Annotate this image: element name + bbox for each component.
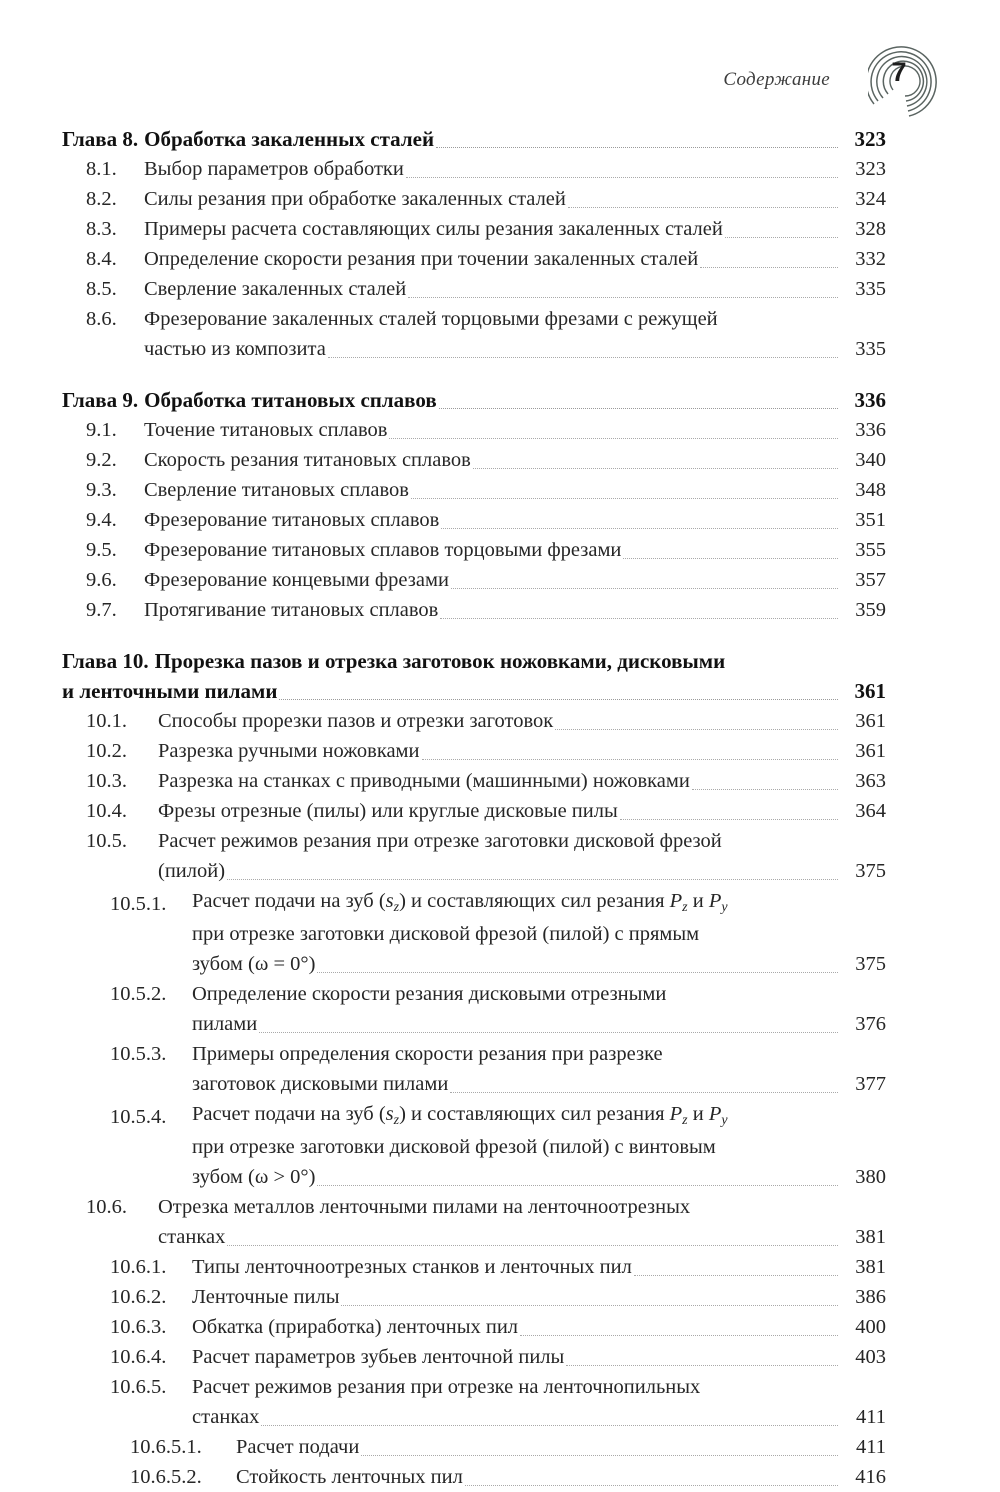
toc-entry-continuation[interactable] bbox=[62, 1009, 886, 1039]
toc-entry[interactable] bbox=[62, 1432, 886, 1462]
entry-page-number: 323 bbox=[854, 127, 886, 151]
entry-label: Стойкость ленточных пил bbox=[236, 1466, 463, 1488]
toc-entry-continuation[interactable] bbox=[62, 1162, 886, 1192]
entry-number: 10.6.4. bbox=[110, 1346, 167, 1368]
entry-label-continued: при отрезке заготовки дисковой фрезой (пилой) с прямым bbox=[192, 923, 700, 945]
entry-label: Сверление титановых сплавов bbox=[144, 479, 409, 501]
entry-label: Отрезка металлов ленточными пилами на ленточноотрезных bbox=[158, 1196, 691, 1218]
toc-entry-continuation[interactable] bbox=[62, 949, 886, 979]
toc-group bbox=[62, 646, 886, 1492]
entry-number: 9.5. bbox=[86, 539, 117, 561]
entry-page-number: 351 bbox=[855, 509, 886, 531]
entry-number: 10.5.4. bbox=[110, 1106, 167, 1128]
entry-label: Выбор параметров обработки bbox=[144, 158, 404, 180]
toc-entry[interactable] bbox=[62, 304, 886, 334]
entry-page-number: 340 bbox=[855, 449, 886, 471]
entry-label: станках bbox=[158, 1226, 226, 1248]
dot-leader bbox=[566, 1365, 838, 1366]
entry-label: Обкатка (приработка) ленточных пил bbox=[192, 1316, 519, 1338]
toc-entry[interactable] bbox=[62, 154, 886, 184]
entry-page-number: 375 bbox=[855, 953, 886, 975]
entry-label: Расчет параметров зубьев ленточной пилы bbox=[192, 1346, 565, 1368]
dot-leader bbox=[450, 1092, 838, 1093]
toc-entry[interactable] bbox=[62, 244, 886, 274]
entry-number: 9.7. bbox=[86, 599, 117, 621]
entry-label: Фрезы отрезные (пилы) или круглые дисковые пилы bbox=[158, 800, 618, 822]
entry-page-number: 411 bbox=[856, 1406, 886, 1428]
toc-entry[interactable] bbox=[62, 706, 886, 736]
entry-label: Фрезерование титановых сплавов торцовыми фрезами bbox=[144, 539, 622, 561]
dot-leader bbox=[279, 699, 838, 700]
running-head-title: Содержание bbox=[723, 69, 830, 90]
entry-page-number: 336 bbox=[855, 419, 886, 441]
entry-label: Ленточные пилы bbox=[192, 1286, 340, 1308]
dot-leader bbox=[725, 237, 838, 238]
toc-entry-continuation[interactable] bbox=[62, 334, 886, 364]
entry-page-number: 324 bbox=[855, 188, 886, 210]
toc-entry[interactable] bbox=[62, 736, 886, 766]
entry-page-number: 416 bbox=[855, 1466, 886, 1488]
entry-label: заготовок дисковыми пилами bbox=[192, 1073, 449, 1095]
dot-leader bbox=[465, 1485, 838, 1486]
entry-number: 8.1. bbox=[86, 158, 117, 180]
dot-leader bbox=[623, 558, 838, 559]
entry-page-number: 403 bbox=[855, 1346, 886, 1368]
entry-number: 8.3. bbox=[86, 218, 117, 240]
toc-entry[interactable] bbox=[62, 184, 886, 214]
toc-entry[interactable] bbox=[62, 1342, 886, 1372]
entry-page-number: 363 bbox=[855, 770, 886, 792]
entry-label: Точение титановых сплавов bbox=[144, 419, 388, 441]
entry-label: Обработка закаленных сталей bbox=[144, 127, 435, 151]
entry-number: Глава 10. bbox=[62, 649, 149, 673]
entry-page-number: 386 bbox=[855, 1286, 886, 1308]
toc-entry[interactable] bbox=[62, 214, 886, 244]
toc-entry[interactable] bbox=[62, 1312, 886, 1342]
toc-chapter-entry[interactable] bbox=[62, 385, 886, 415]
entry-number: Глава 9. bbox=[62, 388, 139, 412]
dot-leader bbox=[620, 819, 838, 820]
dot-leader bbox=[441, 528, 838, 529]
entry-number: 8.5. bbox=[86, 278, 117, 300]
toc-entry[interactable] bbox=[62, 1192, 886, 1222]
toc-chapter-entry[interactable] bbox=[62, 646, 886, 676]
entry-page-number: 411 bbox=[856, 1436, 886, 1458]
entry-label: Примеры определения скорости резания при разрезке bbox=[192, 1043, 663, 1065]
entry-label: Фрезерование концевыми фрезами bbox=[144, 569, 449, 591]
folio-block bbox=[868, 43, 960, 117]
running-head bbox=[723, 48, 960, 112]
entry-label: Скорость резания титановых сплавов bbox=[144, 449, 471, 471]
toc-entry[interactable] bbox=[62, 535, 886, 565]
entry-label: Разрезка ручными ножовками bbox=[158, 740, 420, 762]
toc-entry-continuation bbox=[62, 919, 886, 949]
dot-leader bbox=[473, 468, 838, 469]
table-of-contents bbox=[62, 124, 886, 1492]
entry-label: Определение скорости резания дисковыми отрезными bbox=[192, 983, 667, 1005]
entry-label: зубом (ω = 0°) bbox=[192, 953, 316, 975]
entry-page-number: 381 bbox=[855, 1256, 886, 1278]
toc-entry[interactable] bbox=[62, 475, 886, 505]
entry-number: 8.6. bbox=[86, 308, 117, 330]
entry-page-number: 328 bbox=[855, 218, 886, 240]
entry-page-number: 336 bbox=[854, 388, 886, 412]
entry-label: Определение скорости резания при точении закаленных сталей bbox=[144, 248, 699, 270]
dot-leader bbox=[317, 972, 838, 973]
dot-leader bbox=[227, 879, 838, 880]
entry-number: 10.5.3. bbox=[110, 1043, 167, 1065]
entry-label: Протягивание титановых сплавов bbox=[144, 599, 439, 621]
entry-page-number: 357 bbox=[855, 569, 886, 591]
entry-label: станках bbox=[192, 1406, 260, 1428]
dot-leader bbox=[568, 207, 838, 208]
entry-page-number: 361 bbox=[854, 679, 886, 703]
entry-number: 10.6.5.2. bbox=[130, 1466, 202, 1488]
toc-entry[interactable] bbox=[62, 415, 886, 445]
dot-leader bbox=[700, 267, 838, 268]
toc-entry[interactable] bbox=[62, 445, 886, 475]
entry-label: Обработка титановых сплавов bbox=[144, 388, 437, 412]
entry-number: 8.2. bbox=[86, 188, 117, 210]
entry-page-number: 361 bbox=[855, 740, 886, 762]
toc-entry[interactable] bbox=[62, 505, 886, 535]
toc-group bbox=[62, 385, 886, 625]
entry-page-number: 361 bbox=[855, 710, 886, 732]
entry-page-number: 335 bbox=[855, 338, 886, 360]
entry-label: Разрезка на станках с приводными (машинными) ножовками bbox=[158, 770, 690, 792]
entry-number: Глава 8. bbox=[62, 127, 139, 151]
entry-number: 9.1. bbox=[86, 419, 117, 441]
entry-number: 9.2. bbox=[86, 449, 117, 471]
toc-entry-continuation[interactable] bbox=[62, 856, 886, 886]
toc-group bbox=[62, 124, 886, 364]
entry-page-number: 332 bbox=[855, 248, 886, 270]
entry-number: 10.6.1. bbox=[110, 1256, 167, 1278]
entry-page-number: 375 bbox=[855, 860, 886, 882]
toc-entry[interactable] bbox=[62, 1462, 886, 1492]
dot-leader bbox=[259, 1032, 838, 1033]
entry-number: 9.6. bbox=[86, 569, 117, 591]
toc-entry[interactable] bbox=[62, 766, 886, 796]
dot-leader bbox=[451, 588, 838, 589]
entry-label: Расчет подачи на зуб $(s_z)$ и составляющих сил резания $P_z$ и $P_y$ bbox=[192, 1103, 728, 1128]
entry-number: 9.3. bbox=[86, 479, 117, 501]
entry-page-number: 355 bbox=[855, 539, 886, 561]
entry-label: Фрезерование титановых сплавов bbox=[144, 509, 440, 531]
entry-label: Расчет режимов резания при отрезке заготовки дисковой фрезой bbox=[158, 830, 722, 852]
dot-leader bbox=[440, 618, 838, 619]
entry-number: 10.6.5. bbox=[110, 1376, 167, 1398]
toc-entry[interactable] bbox=[62, 565, 886, 595]
dot-leader bbox=[555, 729, 838, 730]
entry-number: 10.5.1. bbox=[110, 893, 167, 915]
entry-label: Прорезка пазов и отрезка заготовок ножовками, дисковыми bbox=[154, 649, 726, 673]
entry-label: Примеры расчета составляющих силы резания закаленных сталей bbox=[144, 218, 723, 240]
dot-leader bbox=[406, 177, 838, 178]
entry-number: 10.6. bbox=[86, 1196, 127, 1218]
dot-leader bbox=[341, 1305, 838, 1306]
toc-chapter-entry[interactable] bbox=[62, 124, 886, 154]
dot-leader bbox=[634, 1275, 838, 1276]
toc-entry-continuation[interactable] bbox=[62, 1069, 886, 1099]
entry-number: 9.4. bbox=[86, 509, 117, 531]
group-spacer bbox=[62, 625, 886, 646]
entry-page-number: 381 bbox=[855, 1226, 886, 1248]
entry-label: Расчет подачи bbox=[236, 1436, 360, 1458]
entry-label: Расчет подачи на зуб $(s_z)$ и составляющих сил резания $P_z$ и $P_y$ bbox=[192, 890, 728, 915]
toc-entry-continuation[interactable] bbox=[62, 1402, 886, 1432]
dot-leader bbox=[439, 408, 838, 409]
entry-number: 10.5. bbox=[86, 830, 127, 852]
entry-label: и ленточными пилами bbox=[62, 679, 278, 703]
entry-page-number: 335 bbox=[855, 278, 886, 300]
page-folio-number: 7 bbox=[891, 57, 907, 87]
entry-label: Расчет режимов резания при отрезке на ленточнопильных bbox=[192, 1376, 701, 1398]
dot-leader bbox=[520, 1335, 838, 1336]
entry-page-number: 359 bbox=[855, 599, 886, 621]
entry-page-number: 400 bbox=[855, 1316, 886, 1338]
dot-leader bbox=[692, 789, 838, 790]
toc-entry[interactable] bbox=[62, 274, 886, 304]
entry-number: 10.5.2. bbox=[110, 983, 167, 1005]
dot-leader bbox=[261, 1425, 838, 1426]
toc-entry-continuation[interactable] bbox=[62, 1222, 886, 1252]
entry-label: Типы ленточноотрезных станков и ленточных пил bbox=[192, 1256, 632, 1278]
entry-label: Способы прорезки пазов и отрезки заготовок bbox=[158, 710, 554, 732]
toc-entry[interactable] bbox=[62, 595, 886, 625]
entry-page-number: 348 bbox=[855, 479, 886, 501]
entry-number: 10.6.2. bbox=[110, 1286, 167, 1308]
toc-entry[interactable] bbox=[62, 826, 886, 856]
entry-page-number: 377 bbox=[855, 1073, 886, 1095]
entry-page-number: 364 bbox=[855, 800, 886, 822]
dot-leader bbox=[436, 147, 838, 148]
dot-leader bbox=[389, 438, 838, 439]
entry-label: частью из композита bbox=[144, 338, 326, 360]
dot-leader bbox=[227, 1245, 838, 1246]
entry-number: 10.1. bbox=[86, 710, 127, 732]
toc-entry[interactable] bbox=[62, 1372, 886, 1402]
toc-entry[interactable] bbox=[62, 886, 886, 919]
entry-page-number: 380 bbox=[855, 1166, 886, 1188]
dot-leader bbox=[361, 1455, 838, 1456]
entry-label: Фрезерование закаленных сталей торцовыми фрезами с режущей bbox=[144, 308, 718, 330]
toc-entry[interactable] bbox=[62, 796, 886, 826]
entry-number: 10.2. bbox=[86, 740, 127, 762]
toc-entry[interactable] bbox=[62, 1282, 886, 1312]
group-spacer bbox=[62, 364, 886, 385]
toc-entry[interactable] bbox=[62, 979, 886, 1009]
entry-label: пилами bbox=[192, 1013, 258, 1035]
entry-number: 10.4. bbox=[86, 800, 127, 822]
dot-leader bbox=[411, 498, 838, 499]
dot-leader bbox=[422, 759, 838, 760]
entry-label: Сверление закаленных сталей bbox=[144, 278, 407, 300]
dot-leader bbox=[408, 297, 838, 298]
toc-entry-continuation[interactable] bbox=[62, 676, 886, 706]
entry-number: 8.4. bbox=[86, 248, 117, 270]
entry-page-number: 323 bbox=[855, 158, 886, 180]
entry-number: 10.3. bbox=[86, 770, 127, 792]
dot-leader bbox=[328, 357, 838, 358]
entry-label: Силы резания при обработке закаленных сталей bbox=[144, 188, 566, 210]
entry-label: зубом (ω > 0°) bbox=[192, 1166, 316, 1188]
entry-label-continued: при отрезке заготовки дисковой фрезой (пилой) с винтовым bbox=[192, 1136, 716, 1158]
entry-number: 10.6.5.1. bbox=[130, 1436, 202, 1458]
toc-entry[interactable] bbox=[62, 1099, 886, 1132]
entry-number: 10.6.3. bbox=[110, 1316, 167, 1338]
toc-entry[interactable] bbox=[62, 1252, 886, 1282]
entry-page-number: 376 bbox=[855, 1013, 886, 1035]
dot-leader bbox=[317, 1185, 838, 1186]
toc-entry-continuation bbox=[62, 1132, 886, 1162]
entry-label: (пилой) bbox=[158, 860, 226, 882]
toc-entry[interactable] bbox=[62, 1039, 886, 1069]
